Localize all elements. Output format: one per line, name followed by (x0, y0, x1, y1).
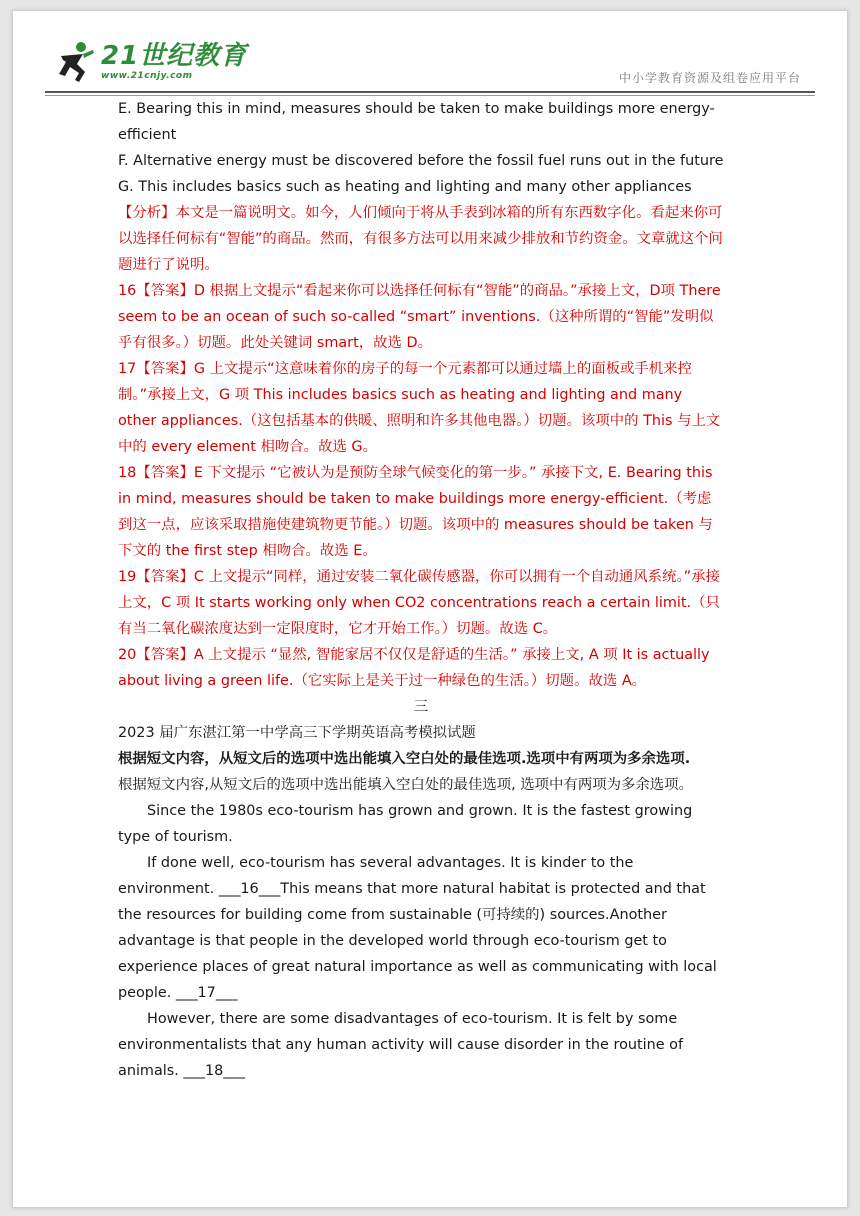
instruction-plain: 根据短文内容,从短文后的选项中选出能填入空白处的最佳选项, 选项中有两项为多余选项。 (118, 777, 693, 793)
brand-name: 21世纪教育 (101, 41, 248, 71)
analysis-text: 【分析】本文是一篇说明文。如今，人们倾向于将从手表到冰箱的所有东西数字化。看起来你可以选择任何标有“智能”的商品。然而，有很多方法可以用来减少排放和节约资金。文章就这个问题进行了说明。 (118, 205, 723, 273)
running-figure-icon (53, 40, 97, 84)
answer-20: 20【答案】A 上文提示 “显然, 智能家居不仅仅是舒适的生活。” 承接上文, A 项 It is actually about living a green life.（它实际上是关于过一种绿色的生活。）切题。故选 A。 (118, 647, 710, 689)
site-url: www.21cnjy.com (101, 71, 193, 81)
site-logo (53, 39, 353, 85)
option-e: E. Bearing this in mind, measures should be taken to make buildings more energy-efficient (118, 101, 715, 143)
answer-19: 19【答案】C 上文提示“同样，通过安装二氧化碳传感器，你可以拥有一个自动通风系统。”承接上文，C 项 It starts working only when CO2 concentrations reach a certain limit.（只有当二氧化碳浓度达到一定限度时，它才开始工作。）切题。故选 C。 (118, 569, 720, 637)
answer-16: 16【答案】D 根据上文提示“看起来你可以选择任何标有“智能”的商品。”承接上文，D项 There seem to be an ocean of such so-called “smart” inventions.（这种所谓的“智能”发明似乎有很多。）切题。此处关键词 smart，故选 D。 (118, 283, 721, 351)
passage-paragraph-1: Since the 1980s eco-tourism has grown and grown. It is the fastest growing type of tourism. (118, 803, 693, 845)
answer-18: 18【答案】E 下文提示 “它被认为是预防全球气候变化的第一步。” 承接下文, E. Bearing this in mind, measures should be taken to make buildings more energy-efficient.（考虑到这一点，应该采取措施使建筑物更节能。）切题。该项中的 measures should be taken 与下文的 the first step 相吻合。故选 E。 (118, 465, 713, 559)
header-tagline: 中小学教育资源及组卷应用平台 (618, 71, 801, 85)
header-divider (45, 91, 815, 93)
exam-title: 2023 届广东湛江第一中学高三下学期英语高考模拟试题 (118, 725, 476, 741)
option-f: F. Alternative energy must be discovered before the fossil fuel runs out in the future (118, 153, 724, 169)
passage-paragraph-2: If done well, eco-tourism has several advantages. It is kinder to the environment. ___16___This means that more natural habitat is protected and that the resources for building come from sustainable (可持续的) sources.Another advantage is that people in the developed world through eco-tourism get to experience places of great natural importance as well as communicating with local people. ___17___ (118, 855, 717, 1001)
option-g: G. This includes basics such as heating and lighting and many other appliances (118, 179, 692, 195)
section-number: 三 (413, 699, 429, 715)
answer-17: 17【答案】G 上文提示“这意味着你的房子的每一个元素都可以通过墙上的面板或手机来控制。”承接上文，G 项 This includes basics such as heating and lighting and many other appliances.（这包括基本的供暖、照明和许多其他电器。）切题。该项中的 This 与上文中的 every element 相吻合。故选 G。 (118, 361, 721, 455)
document-body (118, 96, 724, 1084)
passage-paragraph-3: However, there are some disadvantages of eco-tourism. It is felt by some environmentalists that any human activity will cause disorder in the routine of animals. ___18___ (118, 1011, 684, 1079)
instruction-bold: 根据短文内容，从短文后的选项中选出能填入空白处的最佳选项.选项中有两项为多余选项. (118, 751, 691, 767)
